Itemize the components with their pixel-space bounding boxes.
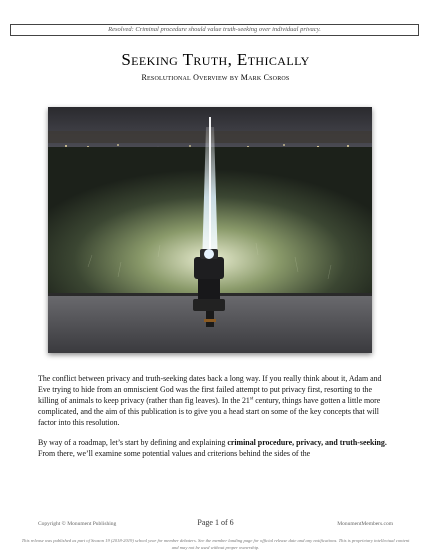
paragraph-intro-text: The conflict between privacy and truth-seeking dates back a long way. If you really think about it, Adam and Eve trying to hide from an omniscient God was the first failed attempt to put privacy first, resorting to the killing of animals to keep privacy (rather than fig leaves). In the 21 — [38, 374, 382, 405]
flashlight-scene-image — [48, 107, 372, 353]
footer-copyright: Copyright © Monument Publishing — [38, 521, 117, 527]
paragraph-intro — [38, 373, 393, 428]
footer-page-number: Page 1 of 6 — [197, 518, 234, 527]
footer-site: MonumentMembers.com — [337, 521, 393, 527]
superscript-st: st — [249, 396, 254, 402]
page-subtitle: Resolutional Overview by Mark Csoros — [141, 73, 290, 82]
flashlight-photo — [48, 107, 372, 353]
roadmap-bold-terms: criminal procedure, privacy, and truth-seeking. — [227, 438, 387, 447]
paragraph-roadmap — [38, 437, 393, 459]
roadmap-text-a: By way of a roadmap, let’s start by defining and explaining — [38, 438, 228, 447]
paragraph-intro-tail: century, things have gotten a little more complicated, and the aim of this publication is to give you a head start on some of the key concepts that will factor into this resolution. — [38, 396, 381, 427]
page-footer — [38, 518, 393, 530]
resolution-text: Resolved: Criminal procedure should value truth-seeking over individual privacy. — [108, 26, 321, 33]
roadmap-text-b: From there, we’ll examine some potential values and criterions behind the sides of the — [38, 449, 311, 458]
resolution-banner — [10, 24, 419, 36]
page-title: Seeking Truth, Ethically — [121, 50, 310, 69]
footer-disclaimer: This release was published as part of Season 19 (2018-2019) school year for member debaters. See the member landing page for official release date and any notifications. This is proprietary intellectual content and may not be used without proper ownership. — [21, 538, 410, 550]
